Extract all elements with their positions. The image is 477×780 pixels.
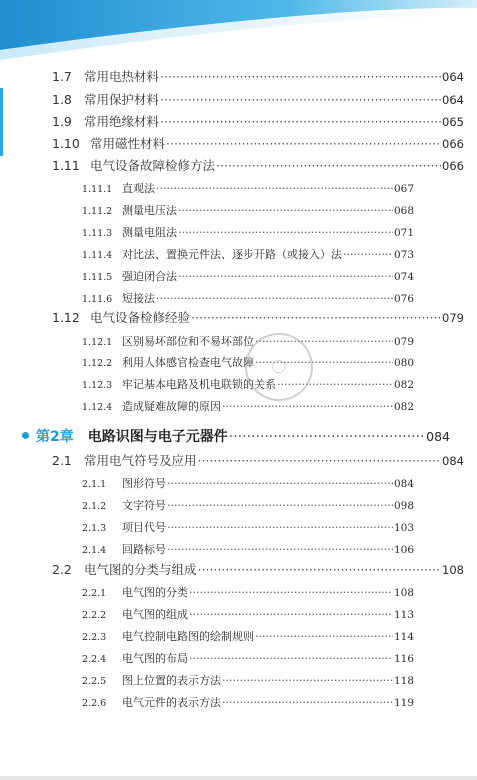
leader-dots [167,543,393,556]
toc-page: 065 [442,115,464,129]
toc-page: 066 [442,137,464,151]
side-tab-marker [0,88,3,156]
toc-entry-2-2[interactable] [52,560,464,578]
toc-entry-1-8[interactable] [52,90,464,108]
toc-number: 2.1.3 [82,523,107,534]
toc-number: 1.8 [52,92,72,107]
leader-dots [229,429,425,445]
toc-number: 1.11.1 [82,184,113,195]
toc-title: 电气图的分类 [122,586,188,599]
toc-number: 2.1.1 [82,479,107,490]
toc-entry-1-11[interactable] [52,156,464,174]
toc-title: 文字符号 [122,499,166,512]
toc-number: 2.1 [52,453,72,468]
toc-entry-2-1-3[interactable] [82,519,414,535]
toc-entry-2-1-1[interactable] [82,475,414,491]
toc-number: 1.11.6 [82,294,113,305]
toc-entry-2-2-4[interactable] [82,650,414,666]
toc-number: 1.12.4 [82,402,113,413]
toc-title: 强迫闭合法 [122,270,177,283]
toc-page: 074 [393,271,414,283]
toc-title: 造成疑难故障的原因 [122,400,221,413]
leader-dots [167,521,393,534]
toc-page: 116 [393,653,414,665]
toc-chapter-2[interactable] [22,426,450,446]
toc-number: 1.9 [52,114,72,129]
toc-number: 1.11.5 [82,272,113,283]
toc-page: 076 [393,293,414,305]
toc-page: 064 [442,93,464,107]
chapter-bullet-icon [22,432,29,439]
toc-page: 108 [442,563,464,577]
toc-title: 常用电热材料 [84,69,160,84]
toc-entry-1-11-5[interactable] [82,268,414,284]
leader-dots [222,696,393,709]
toc-page: 079 [393,336,414,348]
toc-page: 084 [426,429,450,444]
toc-page: 084 [442,454,464,468]
toc-entry-1-7[interactable] [52,67,464,85]
leader-dots [167,499,393,512]
toc-page: 118 [393,675,414,687]
leader-dots [156,182,393,195]
toc-entry-2-1[interactable] [52,451,464,469]
toc-entry-2-2-1[interactable] [82,584,414,600]
toc-title: 利用人体感官检查电气故障 [122,356,254,369]
toc-entry-2-1-2[interactable] [82,497,414,513]
toc-number: 2.1.2 [82,501,107,512]
toc-page: 073 [393,249,414,261]
leader-dots [198,453,442,468]
toc-number: 1.11.3 [82,228,113,239]
toc-entry-1-11-2[interactable] [82,202,414,218]
toc-number: 2.1.4 [82,545,107,556]
leader-dots [189,586,393,599]
toc-entry-1-11-6[interactable] [82,290,414,306]
toc-number: 2.2 [52,562,72,577]
toc-title: 图上位置的表示方法 [122,674,221,687]
toc-entry-1-9[interactable] [52,112,464,130]
toc-title: 电气图的组成 [122,608,188,621]
toc-page: 064 [442,70,464,84]
toc-entry-1-11-4[interactable] [82,246,414,262]
toc-title: 电气控制电路图的绘制规则 [122,630,254,643]
leader-dots [198,562,442,577]
toc-title: 直观法 [122,182,155,195]
toc-title: 电气元件的表示方法 [122,696,221,709]
toc-title: 图形符号 [122,477,166,490]
leader-dots [160,69,441,84]
toc-page: 098 [393,500,414,512]
toc-page: 082 [393,401,414,413]
toc-entry-2-1-4[interactable] [82,541,414,557]
toc-entry-2-2-3[interactable] [82,628,414,644]
toc-entry-1-11-3[interactable] [82,224,414,240]
toc-number: 2.2.3 [82,632,107,643]
leader-dots [160,114,441,129]
toc-title: 短接法 [122,292,155,305]
toc-title: 常用磁性材料 [90,136,166,151]
toc-number: 2.2.6 [82,698,107,709]
leader-dots [343,248,393,261]
toc-number: 1.12.1 [82,337,113,348]
bottom-divider [0,776,477,780]
toc-page: 071 [393,227,414,239]
toc-title: 对比法、置换元件法、逐步开路（或接入）法 [122,248,342,261]
toc-entry-2-2-5[interactable] [82,672,414,688]
toc-number: 1.11 [52,158,80,173]
leader-dots [189,652,393,665]
toc-title: 电气图的分类与组成 [84,562,197,577]
chapter-title: 电路识图与电子元器件 [87,429,228,445]
toc-page: 068 [393,205,414,217]
leader-dots [222,400,393,413]
toc-page: 080 [393,357,414,369]
toc-entry-1-11-1[interactable] [82,180,414,196]
toc-number: 1.10 [52,136,80,151]
toc-title: 测量电压法 [122,204,177,217]
toc-page: 066 [442,159,464,173]
toc-title: 区别易坏部位和不易坏部位 [122,335,254,348]
toc-number: 1.7 [52,69,72,84]
toc-title: 电气设备故障检修方法 [90,158,216,173]
toc-title: 常用保护材料 [84,92,160,107]
leader-dots [166,136,441,151]
leader-dots [189,608,393,621]
toc-number: 2.2.2 [82,610,107,621]
toc-number: 1.12.3 [82,380,113,391]
toc-title: 测量电阻法 [122,226,177,239]
leader-dots [178,226,393,239]
chapter-number: 第2章 [36,429,74,445]
toc-title: 电气图的布局 [122,652,188,665]
toc-title: 牢记基本电路及机电联锁的关系 [122,378,276,391]
toc-number: 2.2.5 [82,676,107,687]
toc-entry-1-10[interactable] [52,134,464,152]
toc-number: 1.12 [52,310,80,325]
toc-page: 106 [393,544,414,556]
header-swoosh [0,0,477,62]
leader-dots [156,292,393,305]
toc-page: 084 [393,478,414,490]
toc-page: 067 [393,183,414,195]
toc-entry-2-2-6[interactable] [82,694,414,710]
toc-page: 103 [393,522,414,534]
toc-page: 113 [393,609,414,621]
toc-entry-1-12-1[interactable] [82,333,414,349]
leader-dots [222,674,393,687]
toc-entry-1-12-4[interactable] [82,398,414,414]
leader-dots [255,630,393,643]
toc-number: 1.11.4 [82,250,113,261]
toc-number: 2.2.4 [82,654,107,665]
toc-page: 079 [442,311,464,325]
toc-page: 114 [393,631,414,643]
toc-entry-2-2-2[interactable] [82,606,414,622]
leader-dots [160,92,441,107]
toc-number: 2.2.1 [82,588,107,599]
toc-number: 1.11.2 [82,206,113,217]
toc-page: 082 [393,379,414,391]
toc-title: 回路标号 [122,543,166,556]
toc-page: 119 [393,697,414,709]
toc-number: 1.12.2 [82,358,113,369]
leader-dots [216,158,441,173]
leader-dots [178,204,393,217]
toc-title: 常用电气符号及应用 [84,453,197,468]
toc-entry-1-12[interactable] [52,308,464,326]
watermark-stamp: ◯ [236,324,322,410]
toc-title: 电气设备检修经验 [90,310,191,325]
toc-page: 108 [393,587,414,599]
leader-dots [167,477,393,490]
toc-title: 常用绝缘材料 [84,114,160,129]
leader-dots [178,270,393,283]
leader-dots [191,310,441,325]
toc-title: 项目代号 [122,521,166,534]
